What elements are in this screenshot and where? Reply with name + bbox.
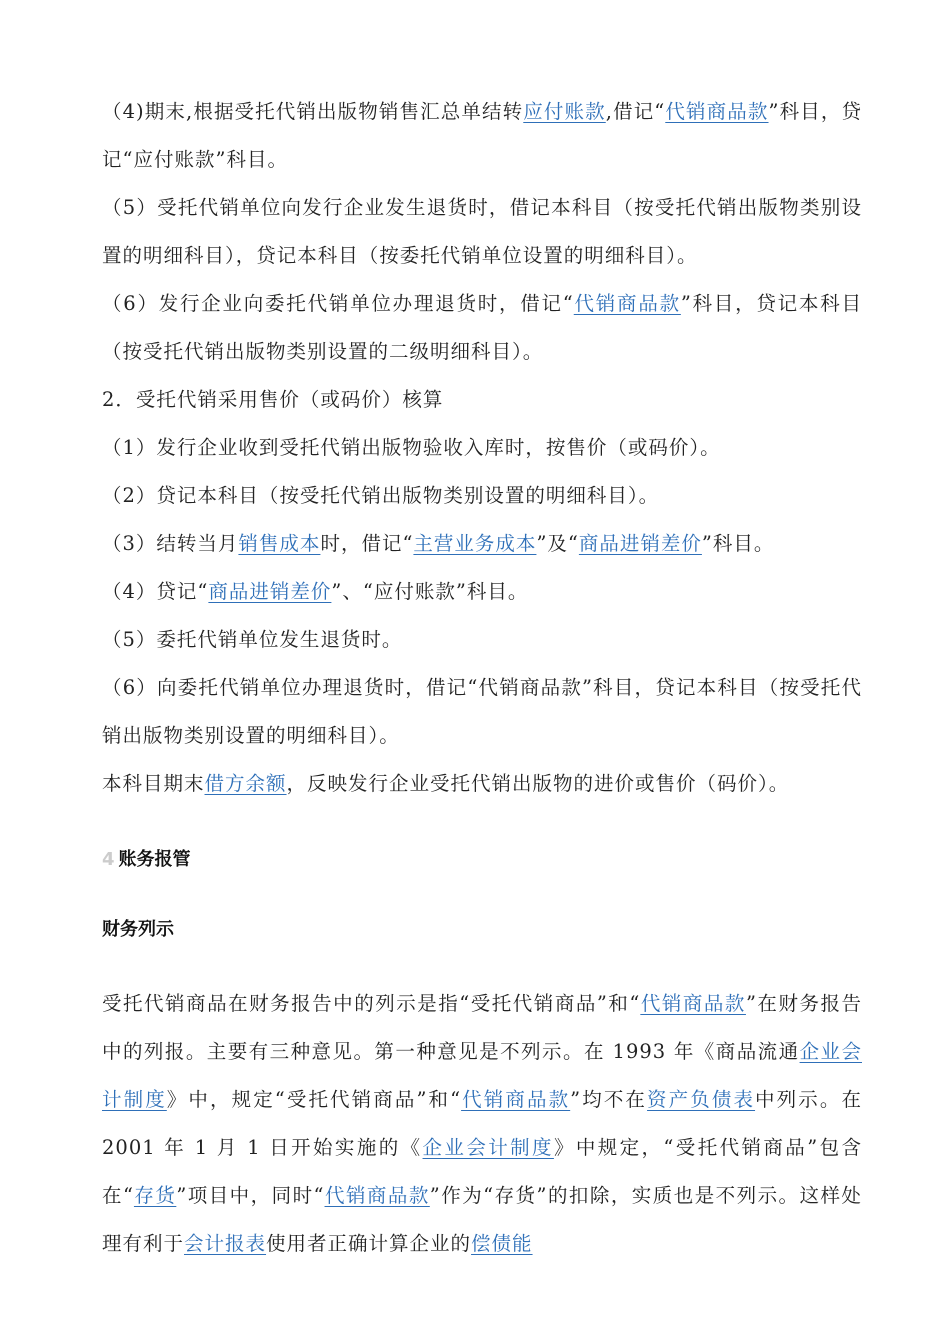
paragraph-6-consignor-return: （6）向委托代销单位办理退货时，借记“代销商品款”科目，贷记本科目（按受托代销出版物类别设置的明细科目）。 (102, 676, 862, 747)
paragraph-closing-balance (102, 760, 862, 808)
section-number: 4 (102, 849, 115, 870)
text: （4）贷记“ (102, 580, 209, 603)
link-cost-of-sales[interactable]: 销售成本 (238, 532, 321, 555)
link-consignment-payable[interactable]: 代销商品款 (573, 292, 681, 315)
section-title: 账务报管 (118, 849, 191, 870)
link-consignment-payable[interactable]: 代销商品款 (665, 100, 769, 123)
document-body (102, 88, 862, 1268)
paragraph-2-credit: （2）贷记本科目（按受托代销出版物类别设置的明细科目）。 (102, 484, 660, 507)
text: （6）发行企业向委托代销单位办理退货时，借记“ (102, 292, 574, 315)
spacer (102, 954, 862, 980)
subheading-selling-price-method: 2．受托代销采用售价（或码价）核算 (102, 388, 444, 411)
link-main-business-cost[interactable]: 主营业务成本 (413, 532, 537, 555)
link-inventory[interactable]: 存货 (133, 1184, 177, 1207)
text: ”、“应付账款”科目。 (331, 580, 529, 603)
text: 时，借记“ (320, 532, 414, 555)
text: ”科目，贷记本科目（按受托代销出版物类别设置的二级明细科目）。 (102, 292, 862, 363)
link-solvency[interactable]: 偿债能 (471, 1232, 533, 1255)
section-heading-financial-presentation: 财务列示 (102, 919, 174, 940)
paragraph-3-cost-transfer (102, 520, 862, 568)
link-consignment-payable[interactable]: 代销商品款 (640, 992, 746, 1015)
link-balance-sheet[interactable]: 资产负债表 (647, 1088, 756, 1111)
link-debit-balance[interactable]: 借方余额 (204, 772, 287, 795)
text: ”科目，贷记“应付账款”科目。 (102, 100, 862, 171)
text: 受托代销商品在财务报告中的列示是指“受托代销商品”和“ (102, 992, 641, 1015)
link-enterprise-accounting-system[interactable]: 企业会计制度 (102, 1040, 862, 1111)
text: 本科目期末 (102, 772, 205, 795)
text: ”及“ (536, 532, 579, 555)
link-consignment-payable[interactable]: 代销商品款 (461, 1088, 571, 1111)
text: ”科目。 (701, 532, 775, 555)
paragraph-5-return: （5）受托代销单位向发行企业发生退货时，借记本科目（按受托代销出版物类别设置的明细科目），贷记本科目（按委托代销单位设置的明细科目）。 (102, 196, 862, 267)
text: ”在财务报告中的列报。主要有三种意见。第一种意见是不列示。在 1993 年《商品流通 (102, 992, 862, 1063)
text: ”均不在 (570, 1088, 648, 1111)
text: 使用者正确计算企业的 (266, 1232, 472, 1255)
paragraph-1-receipt: （1）发行企业收到受托代销出版物验收入库时，按售价（或码价）。 (102, 436, 721, 459)
link-financial-statements[interactable]: 会计报表 (184, 1232, 267, 1255)
paragraph-5-consignor-return: （5）委托代销单位发生退货时。 (102, 628, 403, 651)
link-price-difference[interactable]: 商品进销差价 (578, 532, 702, 555)
text: 中列示。在 2001 年 1 月 1 日开始实施的《 (102, 1088, 862, 1159)
link-enterprise-accounting-system[interactable]: 企业会计制度 (422, 1136, 554, 1159)
paragraph-presentation (102, 980, 862, 1268)
link-price-difference[interactable]: 商品进销差价 (208, 580, 332, 603)
text: （3）结转当月 (102, 532, 239, 555)
text: 》中，规定“受托代销商品”和“ (166, 1088, 462, 1111)
link-consignment-payable[interactable]: 代销商品款 (324, 1184, 430, 1207)
paragraph-6-issuer-return (102, 280, 862, 376)
section-heading-accounting (102, 836, 862, 884)
link-accounts-payable[interactable]: 应付账款 (523, 100, 606, 123)
text: 》中规定，“受托代销商品”包含在“ (102, 1136, 862, 1207)
text: ，反映发行企业受托代销出版物的进价或售价（码价）。 (286, 772, 790, 795)
paragraph-4-period-end (102, 88, 862, 184)
paragraph-4-credit (102, 568, 862, 616)
text: ”项目中，同时“ (176, 1184, 325, 1207)
text: ,借记“ (605, 100, 666, 123)
text: （4)期末,根据受托代销出版物销售汇总单结转 (102, 100, 524, 123)
text: ”作为“存货”的扣除，实质也是不列示。这样处理有利于 (102, 1184, 862, 1255)
